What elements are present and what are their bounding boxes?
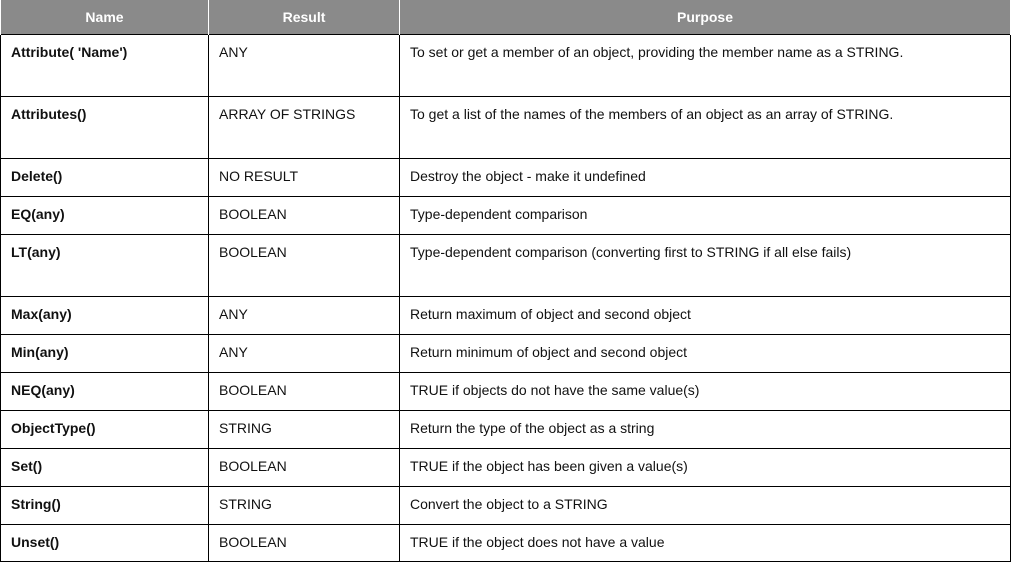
table-body	[1, 35, 1011, 562]
purpose-cell: Type-dependent comparison (converting first to STRING if all else fails)	[400, 235, 1011, 297]
result-cell: BOOLEAN	[209, 525, 400, 562]
purpose-cell: To get a list of the names of the members of an object as an array of STRING.	[400, 97, 1011, 159]
purpose-cell: Destroy the object - make it undefined	[400, 159, 1011, 197]
method-name-cell: Set()	[1, 449, 209, 487]
table-row	[1, 373, 1011, 411]
column-header-result: Result	[209, 0, 400, 35]
method-name-cell: Max(any)	[1, 297, 209, 335]
purpose-cell: TRUE if objects do not have the same value(s)	[400, 373, 1011, 411]
method-name-cell: Attributes()	[1, 97, 209, 159]
method-name-cell: Min(any)	[1, 335, 209, 373]
table-row	[1, 411, 1011, 449]
purpose-cell: Type-dependent comparison	[400, 197, 1011, 235]
table-row	[1, 487, 1011, 525]
result-cell: BOOLEAN	[209, 449, 400, 487]
table-header	[1, 0, 1011, 35]
purpose-cell: To set or get a member of an object, providing the member name as a STRING.	[400, 35, 1011, 97]
result-cell: ANY	[209, 35, 400, 97]
result-cell: STRING	[209, 411, 400, 449]
result-cell: ANY	[209, 297, 400, 335]
table-row	[1, 297, 1011, 335]
table-row	[1, 197, 1011, 235]
table-row	[1, 35, 1011, 97]
column-header-purpose: Purpose	[400, 0, 1011, 35]
purpose-cell: TRUE if the object does not have a value	[400, 525, 1011, 562]
result-cell: BOOLEAN	[209, 235, 400, 297]
method-name-cell: ObjectType()	[1, 411, 209, 449]
table-row	[1, 335, 1011, 373]
result-cell: ARRAY OF STRINGS	[209, 97, 400, 159]
purpose-cell: Return the type of the object as a string	[400, 411, 1011, 449]
result-cell: BOOLEAN	[209, 197, 400, 235]
method-name-cell: NEQ(any)	[1, 373, 209, 411]
purpose-cell: Convert the object to a STRING	[400, 487, 1011, 525]
result-cell: STRING	[209, 487, 400, 525]
method-name-cell: String()	[1, 487, 209, 525]
table-row	[1, 235, 1011, 297]
result-cell: BOOLEAN	[209, 373, 400, 411]
method-name-cell: Attribute( 'Name')	[1, 35, 209, 97]
result-cell: ANY	[209, 335, 400, 373]
table-row	[1, 449, 1011, 487]
method-name-cell: Unset()	[1, 525, 209, 562]
table-row	[1, 525, 1011, 562]
purpose-cell: Return minimum of object and second object	[400, 335, 1011, 373]
purpose-cell: TRUE if the object has been given a value(s)	[400, 449, 1011, 487]
table-row	[1, 159, 1011, 197]
result-cell: NO RESULT	[209, 159, 400, 197]
column-header-name: Name	[1, 0, 209, 35]
purpose-cell: Return maximum of object and second object	[400, 297, 1011, 335]
header-row	[1, 0, 1011, 35]
method-name-cell: EQ(any)	[1, 197, 209, 235]
table-row	[1, 97, 1011, 159]
method-name-cell: LT(any)	[1, 235, 209, 297]
method-name-cell: Delete()	[1, 159, 209, 197]
